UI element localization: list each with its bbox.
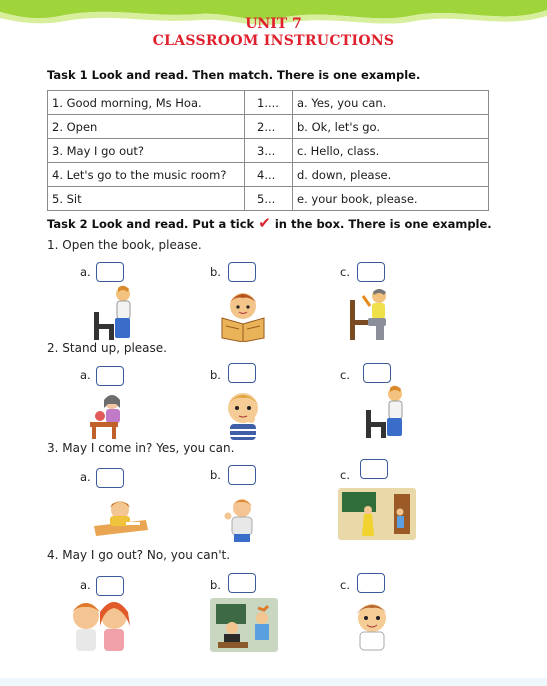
- boy-waving-picture: [222, 496, 262, 542]
- teacher-at-classroom-door-picture: [338, 488, 416, 540]
- option-label: c.: [340, 368, 350, 382]
- tick-box[interactable]: [228, 363, 256, 383]
- table-row: [48, 91, 489, 115]
- tick-box[interactable]: [228, 262, 256, 282]
- tick-icon: ✔: [258, 214, 271, 232]
- option-label: b.: [210, 468, 221, 482]
- match-table: [47, 90, 489, 211]
- question-3: 3. May I come in? Yes, you can.: [47, 441, 235, 455]
- question-4: 4. May I go out? No, you can't.: [47, 548, 231, 562]
- question-1: 1. Open the book, please.: [47, 238, 202, 252]
- tick-box[interactable]: [96, 576, 124, 596]
- right-cell: a. Yes, you can.: [293, 91, 489, 115]
- answer-blank[interactable]: 1....: [245, 91, 293, 115]
- answer-blank[interactable]: 2...: [245, 115, 293, 139]
- tick-box[interactable]: [357, 262, 385, 282]
- option-label: c.: [340, 468, 350, 482]
- two-children-talking-picture: [68, 598, 134, 654]
- boy-sitting-down-picture: [362, 384, 412, 440]
- tick-box[interactable]: [228, 573, 256, 593]
- right-cell: c. Hello, class.: [293, 139, 489, 163]
- option-label: c.: [340, 265, 350, 279]
- left-cell: 1. Good morning, Ms Hoa.: [48, 91, 245, 115]
- boy-smiling-picture: [350, 600, 394, 652]
- girl-at-desk-picture: [86, 392, 134, 442]
- option-label: c.: [340, 578, 350, 592]
- boy-standing-up-picture: [346, 286, 396, 342]
- table-row: [48, 187, 489, 211]
- boy-thinking-picture: [220, 388, 266, 440]
- answer-blank[interactable]: 3...: [245, 139, 293, 163]
- table-row: [48, 163, 489, 187]
- tick-box[interactable]: [357, 573, 385, 593]
- left-cell: 4. Let's go to the music room?: [48, 163, 245, 187]
- tick-box[interactable]: [96, 366, 124, 386]
- option-label: a.: [80, 578, 91, 592]
- boy-reading-book-picture: [218, 288, 268, 342]
- tick-box[interactable]: [363, 363, 391, 383]
- task2-heading: [47, 214, 492, 232]
- left-cell: 2. Open: [48, 115, 245, 139]
- page-footer-strip: [0, 678, 547, 686]
- option-label: a.: [80, 368, 91, 382]
- tick-box[interactable]: [228, 465, 256, 485]
- tick-box[interactable]: [96, 468, 124, 488]
- left-cell: 5. Sit: [48, 187, 245, 211]
- option-label: b.: [210, 265, 221, 279]
- task2-heading-start: Task 2 Look and read. Put a tick: [47, 217, 255, 231]
- answer-blank[interactable]: 4...: [245, 163, 293, 187]
- page-title: CLASSROOM INSTRUCTIONS: [152, 33, 395, 49]
- right-cell: b. Ok, let's go.: [293, 115, 489, 139]
- tick-box[interactable]: [360, 459, 388, 479]
- table-row: [48, 115, 489, 139]
- left-cell: 3. May I go out?: [48, 139, 245, 163]
- question-2: 2. Stand up, please.: [47, 341, 167, 355]
- boy-sitting-down-picture: [90, 284, 140, 344]
- option-label: a.: [80, 265, 91, 279]
- tick-box[interactable]: [96, 262, 124, 282]
- option-label: b.: [210, 368, 221, 382]
- answer-blank[interactable]: 5...: [245, 187, 293, 211]
- right-cell: d. down, please.: [293, 163, 489, 187]
- right-cell: e. your book, please.: [293, 187, 489, 211]
- task2-heading-end: in the box. There is one example.: [274, 217, 492, 231]
- student-asking-teacher-picture: [210, 598, 278, 652]
- unit-title: UNIT 7: [245, 16, 302, 32]
- task1-heading: Task 1 Look and read. Then match. There is one example.: [47, 68, 421, 82]
- table-row: [48, 139, 489, 163]
- option-label: b.: [210, 578, 221, 592]
- girl-writing-picture: [92, 496, 150, 540]
- option-label: a.: [80, 470, 91, 484]
